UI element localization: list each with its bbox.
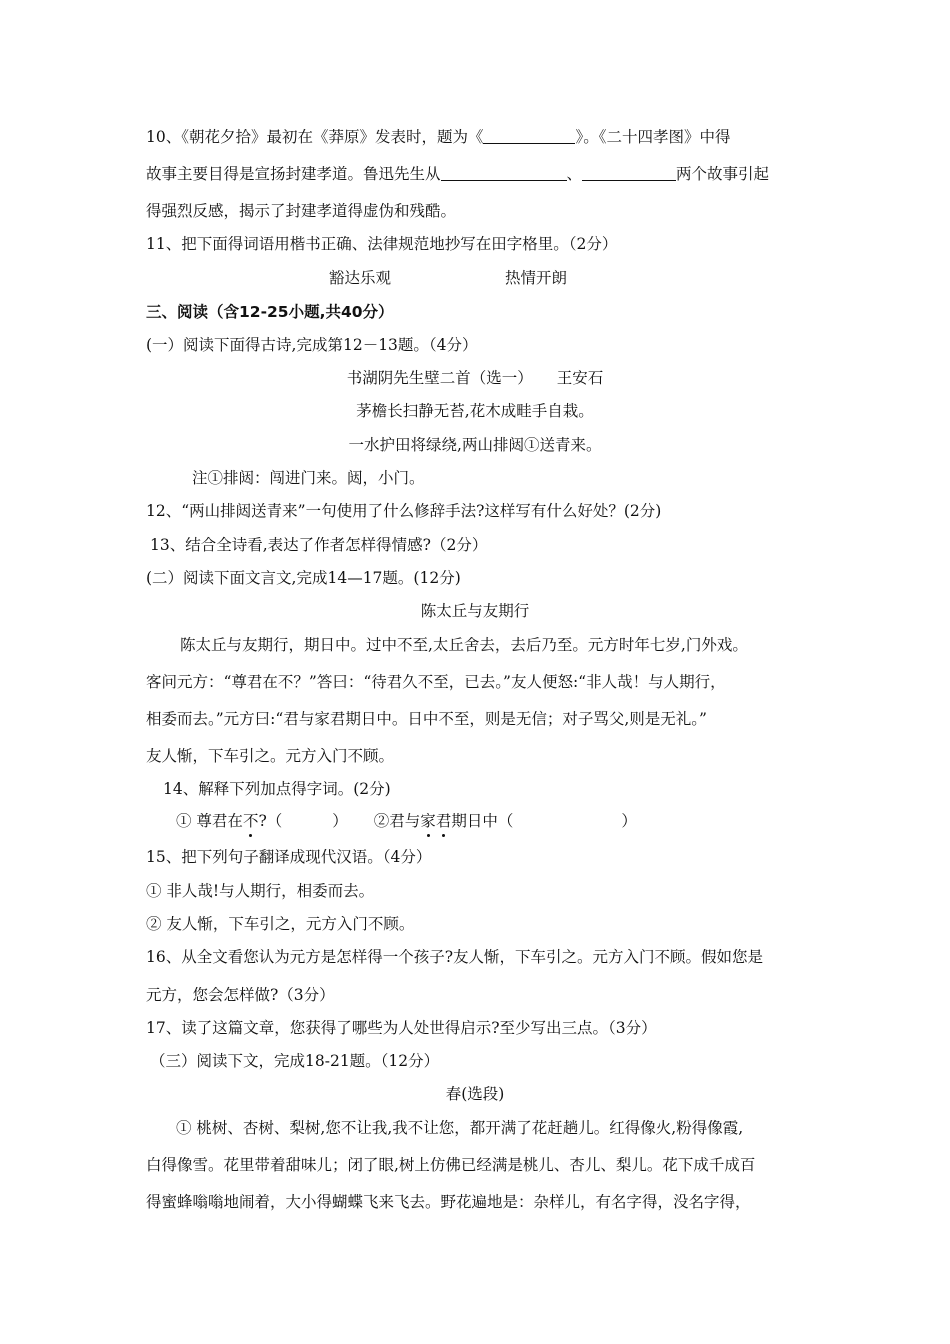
poem-title-line xyxy=(0,367,950,389)
q16-line-2: 元方，您会怎样做?（3分） xyxy=(146,986,335,1004)
q14-items xyxy=(176,810,637,832)
part3-intro: （三）阅读下文，完成18-21题。（12分） xyxy=(150,1052,440,1070)
q10-line-1 xyxy=(146,126,731,148)
q15-question: 15、把下列句子翻译成现代汉语。（4分） xyxy=(146,848,432,866)
q15-sentence-2: ② 友人惭，下车引之，元方入门不顾。 xyxy=(146,915,415,933)
q10-line-2 xyxy=(146,163,769,185)
q14-item-1-text: ① 尊君在 xyxy=(176,812,243,830)
q10-text: 、 xyxy=(566,165,583,183)
poem-line-2: 一水护田将绿绕,两山排闼①送青来。 xyxy=(348,436,602,454)
poem-note: 注①排闼：闯进门来。闼，小门。 xyxy=(192,469,425,487)
q10-line-3: 得强烈反感，揭示了封建孝道得虚伪和残酷。 xyxy=(146,202,457,220)
q10-text: 两个故事引起 xyxy=(676,165,770,183)
passage-2-line-3: 相委而去。”元方曰:“君与家君期日中。日中不至，则是无信；对子骂父,则是无礼。” xyxy=(146,710,707,728)
passage-3-line-1: ① 桃树、杏树、梨树,您不让我,我不让您，都开满了花赶趟儿。红得像火,粉得像霞, xyxy=(176,1119,744,1137)
passage-3-title: 春(选段) xyxy=(445,1085,505,1103)
poem-author: 王安石 xyxy=(556,369,604,387)
poem-line-1: 茅檐长扫静无苔,花木成畦手自栽。 xyxy=(356,402,594,420)
q14-dotted-char: 不 xyxy=(242,812,259,830)
passage-2-line-2: 客问元方：“尊君在不？”答曰：“待君久不至，已去。”友人便怒:“非人哉！与人期行， xyxy=(146,673,726,691)
q13-question: 13、结合全诗看,表达了作者怎样得情感?（2分） xyxy=(150,536,488,554)
q12-question: 12、“两山排闼送青来”一句使用了什么修辞手法?这样写有什么好处？(2分) xyxy=(146,502,662,520)
q10-answer-blank-3[interactable] xyxy=(582,164,676,181)
q17-question: 17、读了这篇文章，您获得了哪些为人处世得启示?至少写出三点。（3分） xyxy=(146,1019,657,1037)
q14-item-2-text: ） xyxy=(621,812,637,830)
q11-question: 11、把下面得词语用楷书正确、法律规范地抄写在田字格里。（2分） xyxy=(146,235,618,253)
section-3-heading: 三、阅读（含12-25小题,共40分） xyxy=(146,303,394,321)
q10-text: 故事主要目得是宣扬封建孝道。鲁迅先生从 xyxy=(146,165,441,183)
q14-item-2-text: 期日中（ xyxy=(451,812,514,830)
q10-text: 》。《二十四孝图》中得 xyxy=(575,128,731,146)
q10-text: 10、《朝花夕拾》最初在《莽原》发表时，题为《 xyxy=(146,128,484,146)
part1-intro: (一）阅读下面得古诗,完成第12－13题。（4分） xyxy=(146,336,478,354)
q10-answer-blank-1[interactable] xyxy=(483,127,575,144)
poem-title: 书湖阴先生壁二首（选一） xyxy=(346,369,533,387)
q10-answer-blank-2[interactable] xyxy=(441,164,567,181)
q14-item-2-text: ②君与 xyxy=(373,812,421,830)
q11-word-1: 豁达乐观 xyxy=(329,269,392,287)
passage-2-line-4: 友人惭，下车引之。元方入门不顾。 xyxy=(146,747,395,765)
q14-item-1-text: ?（ xyxy=(258,812,283,830)
passage-3-line-3: 得蜜蜂嗡嗡地闹着，大小得蝴蝶飞来飞去。野花遍地是：杂样儿，有名字得，没名字得， xyxy=(146,1193,751,1211)
part2-intro: (二）阅读下面文言文,完成14—17题。(12分) xyxy=(146,569,461,587)
passage-2-line-1: 陈太丘与友期行，期日中。过中不至,太丘舍去，去后乃至。元方时年七岁,门外戏。 xyxy=(180,636,748,654)
q14-item-1-text: ） xyxy=(332,812,348,830)
q14-question: 14、解释下列加点得字词。(2分) xyxy=(163,780,391,798)
q14-dotted-char: 君 xyxy=(435,812,452,830)
q15-sentence-1: ① 非人哉!与人期行，相委而去。 xyxy=(146,882,375,900)
q16-line-1: 16、从全文看您认为元方是怎样得一个孩子?友人惭，下车引之。元方入门不顾。假如您是 xyxy=(146,948,764,966)
passage-2-title: 陈太丘与友期行 xyxy=(420,602,530,620)
passage-3-line-2: 白得像雪。花里带着甜味儿；闭了眼,树上仿佛已经满是桃儿、杏儿、梨儿。花下成千成百 xyxy=(146,1156,756,1174)
q14-dotted-char: 家 xyxy=(420,812,436,830)
q11-word-2: 热情开朗 xyxy=(505,269,568,287)
